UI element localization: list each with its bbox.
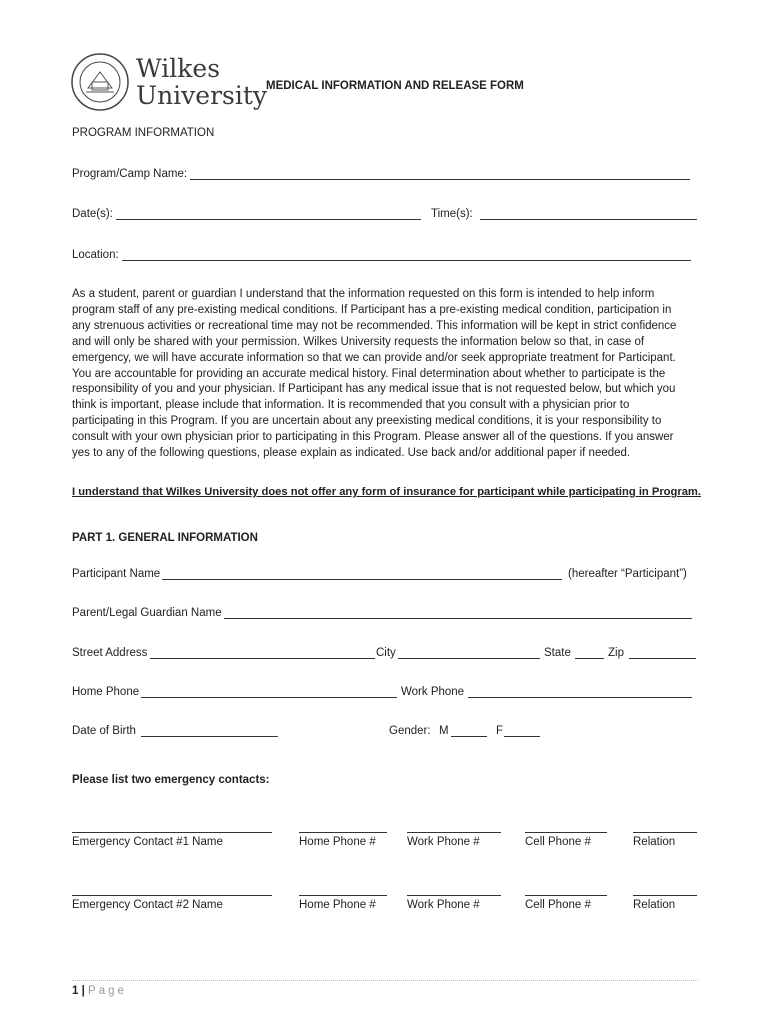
- contact1-cell-label: Cell Phone #: [525, 836, 591, 848]
- work-phone-label: Work Phone: [401, 686, 465, 698]
- contact2-relation-field[interactable]: [633, 895, 697, 896]
- participant-name-field[interactable]: [162, 579, 562, 580]
- contact2-work-label: Work Phone #: [407, 899, 480, 911]
- contact2-name-label: Emergency Contact #2 Name: [72, 899, 223, 911]
- guardian-name-field[interactable]: [224, 618, 692, 619]
- logo-name-line2: University: [136, 81, 268, 110]
- page-footer: [72, 985, 127, 997]
- program-name-label: Program/Camp Name:: [72, 168, 188, 180]
- gender-f-label: F: [496, 725, 504, 737]
- zip-label: Zip: [608, 647, 624, 659]
- contact2-home-field[interactable]: [299, 895, 387, 896]
- city-label: City: [376, 647, 396, 659]
- contact1-name-field[interactable]: [72, 832, 272, 833]
- date-of-birth-field[interactable]: [141, 736, 278, 737]
- emergency-heading: Please list two emergency contacts:: [72, 774, 270, 786]
- participant-suffix: (hereafter “Participant”): [568, 568, 687, 580]
- release-paragraph: [72, 287, 704, 462]
- contact2-work-field[interactable]: [407, 895, 501, 896]
- insurance-notice: I understand that Wilkes University does not offer any form of insurance for participant while participating in Program.: [72, 486, 701, 498]
- date-of-birth-label: Date of Birth: [72, 725, 136, 737]
- paragraph-line: responsibility of you and your physician. If Participant has any medical issue that is not requested below, but which you: [72, 383, 676, 396]
- paragraph-line: participating in this Program. If you are uncertain about any preexisting medical conditions, it is your responsibility to: [72, 415, 662, 428]
- contact1-cell-field[interactable]: [525, 832, 607, 833]
- gender-m-label: M: [439, 725, 449, 737]
- paragraph-line: program staff of any pre-existing medical conditions. If Participant has a pre-existing medical condition, participation in: [72, 303, 672, 316]
- paragraph-line: think is important, please include that information. It is recommended that you consult with a physician prior to: [72, 399, 630, 412]
- work-phone-field[interactable]: [468, 697, 692, 698]
- paragraph-line: consult with your own physician prior to participating in this Program. Please answer all of the questions. If you answer: [72, 431, 674, 444]
- contact1-name-label: Emergency Contact #1 Name: [72, 836, 223, 848]
- dates-field[interactable]: [116, 219, 421, 220]
- location-label: Location:: [72, 249, 119, 261]
- participant-name-label: Participant Name: [72, 568, 161, 580]
- contact2-cell-label: Cell Phone #: [525, 899, 591, 911]
- city-field[interactable]: [398, 658, 540, 659]
- contact2-relation-label: Relation: [633, 899, 676, 911]
- home-phone-label: Home Phone: [72, 686, 140, 698]
- gender-m-field[interactable]: [451, 736, 487, 737]
- state-label: State: [544, 647, 571, 659]
- page-separator: |: [81, 985, 85, 997]
- location-field[interactable]: [122, 260, 691, 261]
- logo-name-line1: Wilkes: [136, 54, 221, 83]
- contact2-name-field[interactable]: [72, 895, 272, 896]
- contact2-home-label: Home Phone #: [299, 899, 376, 911]
- contact1-relation-field[interactable]: [633, 832, 697, 833]
- part1-heading: PART 1. GENERAL INFORMATION: [72, 532, 258, 544]
- contact1-work-label: Work Phone #: [407, 836, 480, 848]
- gender-label: Gender:: [389, 725, 431, 737]
- program-section-heading: PROGRAM INFORMATION: [72, 127, 215, 139]
- street-address-field[interactable]: [150, 658, 375, 659]
- guardian-name-label: Parent/Legal Guardian Name: [72, 607, 222, 619]
- paragraph-line: yes to any of the following questions, please explain as indicated. Use back and/or additional paper if needed.: [72, 447, 631, 460]
- state-field[interactable]: [575, 658, 604, 659]
- zip-field[interactable]: [629, 658, 696, 659]
- page-word: Page: [88, 985, 127, 997]
- street-address-label: Street Address: [72, 647, 148, 659]
- contact1-relation-label: Relation: [633, 836, 676, 848]
- home-phone-field[interactable]: [141, 697, 397, 698]
- university-logo: [70, 50, 268, 112]
- page-number: 1: [72, 985, 79, 997]
- program-name-field[interactable]: [190, 179, 690, 180]
- contact1-work-field[interactable]: [407, 832, 501, 833]
- footer-rule: [72, 980, 698, 981]
- contact2-cell-field[interactable]: [525, 895, 607, 896]
- times-field[interactable]: [480, 219, 697, 220]
- contact1-home-label: Home Phone #: [299, 836, 376, 848]
- form-title: MEDICAL INFORMATION AND RELEASE FORM: [266, 80, 524, 92]
- paragraph-line: emergency, we will have accurate information so that we can provide and/or seek appropriate treatment for Participant.: [72, 351, 676, 364]
- paragraph-line: and will only be shared with your permission. Wilkes University requests the information below so that, in case of: [72, 335, 645, 348]
- university-seal-icon: [70, 52, 130, 112]
- times-label: Time(s):: [431, 208, 473, 220]
- paragraph-line: any strenuous activities or recreational time may not be recommended. This information will be kept in strict confidence: [72, 319, 677, 332]
- gender-f-field[interactable]: [504, 736, 540, 737]
- paragraph-line: As a student, parent or guardian I understand that the information requested on this form is intended to help inform: [72, 288, 655, 300]
- paragraph-line: You are accountable for providing an accurate medical history. Final determination about whether to participate is the: [72, 367, 666, 380]
- dates-label: Date(s):: [72, 208, 113, 220]
- contact1-home-field[interactable]: [299, 832, 387, 833]
